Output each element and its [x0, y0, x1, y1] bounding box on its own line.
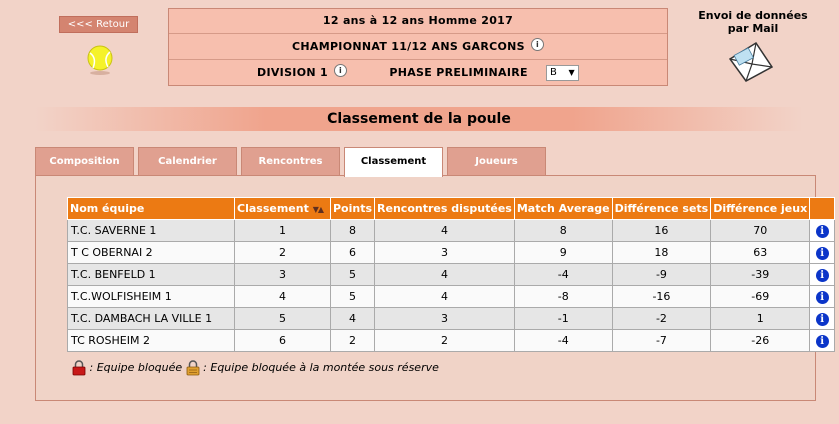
legend [72, 360, 439, 376]
games-diff-cell: -39 [711, 264, 810, 286]
table-header-row [68, 198, 835, 220]
matches-cell: 3 [375, 308, 515, 330]
chevron-down-icon: ▼ [568, 68, 575, 77]
division-info-icon[interactable]: i [334, 64, 347, 77]
games-diff-cell: -26 [711, 330, 810, 352]
table-row [68, 286, 835, 308]
rank-cell: 4 [235, 286, 331, 308]
match-average-cell: -4 [514, 330, 612, 352]
col-header-games-diff[interactable]: Différence jeux [711, 198, 810, 220]
sets-diff-cell: -16 [612, 286, 711, 308]
tab-joueurs[interactable]: Joueurs [447, 147, 546, 176]
matches-cell: 4 [375, 286, 515, 308]
col-header-matches[interactable]: Rencontres disputées [375, 198, 515, 220]
ranking-table [67, 197, 835, 352]
team-info-icon[interactable]: i [816, 335, 829, 348]
sort-arrows-icon[interactable]: ▼▲ [312, 205, 323, 214]
games-diff-cell: 1 [711, 308, 810, 330]
matches-cell: 3 [375, 242, 515, 264]
col-header-match-average[interactable]: Match Average [514, 198, 612, 220]
sets-diff-cell: -7 [612, 330, 711, 352]
match-average-cell: 9 [514, 242, 612, 264]
team-name: T C OBERNAI 2 [68, 242, 235, 264]
matches-cell: 4 [375, 220, 515, 242]
info-cell [810, 330, 835, 352]
sets-diff-cell: 16 [612, 220, 711, 242]
division-label: DIVISION 1 [257, 66, 328, 79]
phase-label: PHASE PRELIMINAIRE [389, 66, 528, 79]
info-cell [810, 308, 835, 330]
poule-select-value: B [549, 67, 558, 78]
team-info-icon[interactable]: i [816, 313, 829, 326]
match-average-cell: 8 [514, 220, 612, 242]
table-row [68, 242, 835, 264]
mail-label-line1: Envoi de données [698, 9, 808, 22]
poule-select[interactable] [546, 65, 579, 81]
legend-blocked-text: : Equipe bloquée [89, 361, 183, 374]
info-cell [810, 286, 835, 308]
info-cell [810, 264, 835, 286]
tab-classement[interactable]: Classement [344, 147, 443, 177]
team-info-icon[interactable]: i [816, 291, 829, 304]
legend-reserve-text: : Equipe bloquée à la montée sous réserve [203, 361, 439, 374]
table-row [68, 308, 835, 330]
championship-info-icon[interactable]: i [531, 38, 544, 51]
table-row [68, 220, 835, 242]
sets-diff-cell: -9 [612, 264, 711, 286]
points-cell: 5 [331, 286, 375, 308]
tab-composition[interactable]: Composition [35, 147, 134, 176]
orange-lock-icon [186, 360, 200, 376]
rank-cell: 5 [235, 308, 331, 330]
championship-name: CHAMPIONNAT 11/12 ANS GARCONS [292, 40, 525, 53]
division-row [169, 60, 667, 85]
championship-row [169, 34, 667, 60]
rank-cell: 2 [235, 242, 331, 264]
sets-diff-cell: -2 [612, 308, 711, 330]
rank-cell: 1 [235, 220, 331, 242]
info-cell [810, 242, 835, 264]
points-cell: 2 [331, 330, 375, 352]
col-header-sets-diff[interactable]: Différence sets [612, 198, 711, 220]
tab-calendrier[interactable]: Calendrier [138, 147, 237, 176]
tennis-ball-icon [85, 44, 115, 76]
points-cell: 4 [331, 308, 375, 330]
team-name: T.C. DAMBACH LA VILLE 1 [68, 308, 235, 330]
competition-info-box [168, 8, 668, 86]
page-title: Classement de la poule [35, 107, 803, 131]
team-info-icon[interactable]: i [816, 225, 829, 238]
games-diff-cell: -69 [711, 286, 810, 308]
points-cell: 6 [331, 242, 375, 264]
matches-cell: 2 [375, 330, 515, 352]
col-header-team[interactable]: Nom équipe [68, 198, 235, 220]
tab-rencontres[interactable]: Rencontres [241, 147, 340, 176]
team-info-icon[interactable]: i [816, 269, 829, 282]
games-diff-cell: 63 [711, 242, 810, 264]
col-header-rank[interactable] [235, 198, 331, 220]
team-name: TC ROSHEIM 2 [68, 330, 235, 352]
table-row [68, 264, 835, 286]
mail-label-line2: par Mail [727, 22, 779, 35]
games-diff-cell: 70 [711, 220, 810, 242]
envelope-icon[interactable] [726, 37, 776, 83]
col-header-info [810, 198, 835, 220]
table-row [68, 330, 835, 352]
info-cell [810, 220, 835, 242]
col-header-rank-label: Classement [237, 202, 309, 215]
rank-cell: 3 [235, 264, 331, 286]
match-average-cell: -8 [514, 286, 612, 308]
team-info-icon[interactable]: i [816, 247, 829, 260]
competition-category: 12 ans à 12 ans Homme 2017 [169, 9, 667, 34]
team-name: T.C.WOLFISHEIM 1 [68, 286, 235, 308]
red-lock-icon [72, 360, 86, 376]
col-header-points[interactable]: Points [331, 198, 375, 220]
points-cell: 5 [331, 264, 375, 286]
team-name: T.C. BENFELD 1 [68, 264, 235, 286]
points-cell: 8 [331, 220, 375, 242]
back-button[interactable]: <<< Retour [59, 16, 138, 33]
mail-export-label[interactable] [683, 9, 823, 35]
rank-cell: 6 [235, 330, 331, 352]
match-average-cell: -4 [514, 264, 612, 286]
team-name: T.C. SAVERNE 1 [68, 220, 235, 242]
sets-diff-cell: 18 [612, 242, 711, 264]
matches-cell: 4 [375, 264, 515, 286]
match-average-cell: -1 [514, 308, 612, 330]
